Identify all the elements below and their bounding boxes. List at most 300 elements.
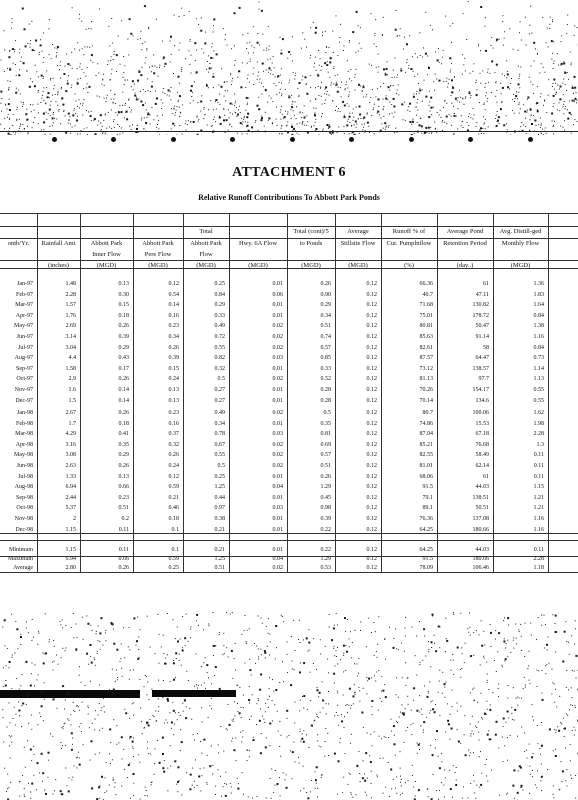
runoff-table: [0, 210, 578, 582]
speckle: [287, 672, 288, 673]
speckle: [352, 31, 354, 33]
speckle: [313, 107, 314, 108]
speckle: [337, 111, 338, 112]
speckle: [557, 85, 558, 86]
speckle: [548, 663, 549, 664]
speckle: [329, 95, 330, 96]
speckle: [324, 103, 325, 104]
speckle: [242, 737, 243, 738]
speckle: [116, 744, 117, 745]
speckle: [337, 705, 338, 706]
speckle: [190, 39, 191, 40]
speckle: [470, 655, 472, 657]
speckle: [526, 44, 527, 45]
speckle: [242, 772, 243, 773]
speckle: [519, 32, 520, 33]
speckle: [183, 711, 184, 712]
header-cell: (MGD): [348, 262, 368, 269]
speckle: [345, 88, 346, 89]
speckle: [316, 108, 317, 109]
speckle: [177, 791, 178, 792]
speckle: [164, 93, 165, 94]
speckle: [72, 744, 73, 745]
speckle: [34, 685, 35, 686]
speckle: [553, 41, 554, 42]
speckle: [92, 45, 93, 46]
speckle: [209, 67, 211, 69]
speckle: [375, 96, 376, 97]
speckle: [576, 121, 577, 122]
speckle: [499, 795, 500, 796]
speckle: [294, 115, 295, 116]
speckle: [63, 728, 64, 729]
data-cell: 0.39: [168, 355, 179, 362]
speckle: [574, 35, 575, 36]
summary-cell: 0.59: [168, 556, 179, 562]
speckle: [571, 133, 572, 134]
speckle: [435, 704, 436, 705]
speckle: [383, 109, 384, 110]
speckle: [552, 53, 553, 54]
speckle: [108, 61, 109, 62]
speckle: [430, 110, 431, 111]
speckle: [116, 649, 118, 651]
speckle: [192, 695, 193, 696]
speckle: [61, 794, 62, 795]
speckle: [60, 624, 61, 625]
data-cell: 1.16: [533, 334, 544, 340]
speckle: [32, 49, 34, 51]
data-cell: 0.11: [533, 452, 544, 459]
speckle: [519, 697, 520, 698]
speckle: [271, 798, 272, 799]
speckle: [74, 711, 75, 712]
speckle: [280, 109, 281, 110]
data-cell: 0.12: [366, 387, 377, 393]
speckle: [433, 81, 434, 82]
speckle: [552, 21, 553, 22]
speckle: [470, 724, 471, 725]
speckle: [60, 78, 61, 79]
speckle: [520, 767, 522, 769]
speckle: [493, 48, 494, 49]
speckle: [325, 728, 326, 729]
speckle: [533, 93, 534, 94]
speckle: [52, 662, 53, 663]
speckle: [371, 706, 372, 707]
speckle: [259, 689, 261, 691]
speckle: [179, 107, 180, 108]
speckle: [259, 79, 260, 80]
speckle: [125, 712, 127, 714]
summary-cell: 91.5: [422, 556, 433, 562]
data-cell: 0.51: [320, 463, 331, 469]
speckle: [140, 101, 142, 103]
data-cell: 0.26: [118, 323, 129, 330]
speckle: [446, 116, 448, 118]
data-cell: 0.38: [214, 516, 225, 522]
speckle: [420, 118, 421, 119]
speckle: [571, 63, 572, 64]
speckle: [553, 106, 554, 107]
speckle: [55, 779, 56, 780]
speckle: [404, 742, 405, 743]
speckle: [77, 79, 78, 80]
speckle: [242, 34, 243, 35]
data-cell: 0.12: [366, 484, 377, 491]
speckle: [383, 116, 384, 117]
speckle: [276, 85, 277, 86]
speckle: [216, 53, 218, 55]
speckle: [140, 91, 141, 92]
speckle: [214, 691, 215, 692]
speckle: [349, 78, 350, 79]
speckle: [83, 72, 84, 73]
speckle: [320, 653, 321, 654]
speckle: [412, 56, 413, 57]
speckle: [215, 794, 216, 795]
speckle: [143, 89, 144, 90]
speckle: [213, 655, 214, 656]
speckle: [277, 75, 279, 77]
speckle: [560, 761, 561, 762]
speckle: [41, 691, 43, 693]
month-cell: Nov-97: [14, 387, 33, 393]
speckle: [89, 727, 90, 728]
speckle: [19, 119, 20, 120]
speckle: [117, 115, 118, 116]
speckle: [418, 744, 420, 746]
speckle: [67, 83, 69, 85]
speckle: [78, 706, 79, 707]
speckle: [300, 113, 301, 114]
speckle: [18, 90, 19, 91]
speckle: [159, 634, 160, 635]
speckle: [203, 662, 204, 663]
speckle: [148, 90, 149, 91]
speckle: [307, 709, 308, 710]
speckle: [574, 101, 575, 102]
speckle: [235, 102, 236, 103]
speckle: [278, 731, 279, 732]
speckle: [119, 105, 120, 106]
speckle: [81, 21, 82, 22]
speckle: [207, 755, 208, 756]
speckle: [148, 699, 149, 700]
data-cell: 61: [483, 473, 489, 480]
speckle: [555, 83, 556, 84]
speckle: [566, 90, 567, 91]
speckle: [180, 715, 181, 716]
speckle: [90, 681, 91, 682]
speckle: [52, 794, 53, 795]
speckle: [281, 615, 282, 616]
speckle: [402, 793, 403, 794]
speckle: [108, 26, 109, 27]
speckle: [30, 43, 31, 44]
speckle: [177, 719, 178, 720]
speckle: [175, 652, 177, 654]
speckle: [463, 786, 464, 787]
speckle: [386, 68, 388, 70]
binder-hole: [171, 137, 176, 142]
speckle: [209, 63, 210, 64]
speckle: [233, 749, 235, 751]
speckle: [85, 76, 86, 77]
speckle: [164, 690, 165, 691]
data-cell: 4.29: [65, 431, 76, 438]
speckle: [320, 88, 321, 89]
speckle: [330, 57, 332, 59]
speckle: [237, 788, 239, 790]
speckle: [86, 653, 88, 655]
speckle: [159, 663, 160, 664]
speckle: [367, 113, 368, 114]
speckle: [306, 47, 307, 48]
speckle: [541, 763, 542, 764]
speckle: [128, 99, 129, 100]
data-cell: 0.21: [214, 526, 225, 533]
speckle: [9, 118, 10, 119]
speckle: [457, 100, 458, 101]
data-cell: 0.15: [118, 302, 129, 309]
speckle: [133, 756, 134, 757]
speckle: [452, 690, 453, 691]
speckle: [464, 58, 465, 59]
speckle: [250, 61, 251, 62]
speckle: [329, 124, 330, 125]
speckle: [322, 35, 323, 36]
speckle: [279, 721, 280, 722]
speckle: [288, 96, 290, 98]
speckle: [281, 94, 282, 95]
speckle: [109, 785, 110, 786]
speckle: [115, 794, 116, 795]
speckle: [317, 796, 318, 797]
speckle: [151, 107, 152, 108]
speckle: [385, 73, 386, 74]
speckle: [359, 133, 360, 134]
speckle: [478, 44, 479, 45]
speckle: [517, 736, 518, 737]
speckle: [446, 78, 447, 79]
speckle: [381, 701, 382, 702]
speckle: [401, 785, 402, 786]
speckle: [191, 73, 192, 74]
speckle: [209, 705, 210, 706]
speckle: [281, 95, 282, 96]
speckle: [520, 126, 521, 127]
speckle: [130, 33, 132, 35]
speckle: [255, 663, 256, 664]
speckle: [259, 45, 260, 46]
month-cell: Jun-97: [16, 334, 33, 340]
data-cell: 81.01: [419, 463, 433, 469]
speckle: [122, 92, 123, 93]
speckle: [2, 627, 3, 628]
data-cell: 0.37: [168, 431, 179, 438]
speckle: [510, 83, 511, 84]
speckle: [64, 709, 65, 710]
speckle: [79, 675, 80, 676]
speckle: [41, 98, 42, 99]
speckle: [547, 769, 548, 770]
speckle: [519, 76, 520, 77]
speckle: [31, 760, 32, 761]
speckle: [38, 76, 39, 77]
month-cell: Jul-98: [18, 473, 33, 480]
speckle: [171, 129, 172, 130]
speckle: [52, 95, 53, 96]
data-cell: 0.12: [366, 312, 377, 319]
speckle: [369, 132, 370, 133]
speckle: [239, 106, 240, 107]
speckle: [244, 117, 245, 118]
speckle: [20, 644, 21, 645]
speckle: [575, 730, 576, 731]
speckle: [42, 772, 44, 774]
speckle: [453, 115, 455, 117]
speckle: [292, 36, 293, 37]
speckle: [443, 785, 444, 786]
speckle: [281, 82, 282, 83]
speckle: [188, 641, 189, 642]
speckle: [502, 21, 503, 22]
speckle: [297, 123, 298, 124]
speckle: [365, 792, 366, 793]
speckle: [281, 128, 282, 129]
speckle: [253, 52, 254, 53]
speckle: [477, 702, 478, 703]
data-cell: 0.11: [533, 463, 544, 469]
speckle: [82, 105, 83, 106]
speckle: [519, 87, 520, 88]
speckle: [185, 717, 187, 719]
speckle: [363, 117, 365, 119]
speckle: [285, 111, 286, 112]
speckle: [488, 69, 489, 70]
speckle: [57, 46, 59, 48]
speckle: [245, 121, 246, 122]
speckle: [109, 728, 111, 730]
speckle: [484, 657, 485, 658]
speckle: [451, 670, 452, 671]
speckle: [548, 47, 549, 48]
data-cell: 87.57: [419, 355, 433, 362]
summary-cell: 1.29: [320, 556, 331, 562]
speckle: [70, 65, 71, 66]
speckle: [463, 64, 464, 65]
speckle: [334, 646, 335, 647]
speckle: [145, 91, 146, 92]
speckle: [533, 753, 534, 754]
speckle: [405, 685, 406, 686]
speckle: [417, 753, 418, 754]
speckle: [80, 78, 81, 79]
speckle: [387, 61, 388, 62]
speckle: [167, 654, 168, 655]
speckle: [372, 745, 373, 746]
speckle: [158, 128, 159, 129]
speckle: [293, 742, 294, 743]
speckle: [194, 787, 195, 788]
speckle: [475, 726, 476, 727]
speckle: [249, 750, 250, 751]
speckle: [211, 698, 212, 699]
speckle: [273, 56, 274, 57]
speckle: [279, 82, 280, 83]
speckle: [185, 645, 186, 646]
speckle: [512, 785, 514, 787]
speckle: [322, 700, 324, 702]
data-cell: 0.30: [118, 291, 129, 298]
speckle: [435, 129, 436, 130]
speckle: [234, 658, 235, 659]
speckle: [206, 85, 208, 87]
speckle: [270, 642, 271, 643]
speckle: [547, 650, 548, 651]
speckle: [174, 15, 175, 16]
speckle: [83, 88, 84, 89]
speckle: [423, 628, 425, 630]
speckle: [373, 622, 374, 623]
speckle: [132, 746, 133, 747]
speckle: [529, 25, 530, 26]
speckle: [58, 91, 59, 92]
month-cell: Jun-98: [16, 463, 33, 469]
speckle: [524, 751, 525, 752]
speckle: [101, 776, 103, 778]
speckle: [572, 100, 574, 102]
speckle: [33, 775, 34, 776]
speckle: [225, 100, 226, 101]
speckle: [0, 124, 1, 125]
speckle: [457, 129, 458, 130]
speckle: [543, 105, 544, 106]
speckle: [113, 690, 115, 692]
speckle: [439, 790, 440, 791]
speckle: [536, 639, 537, 640]
speckle: [552, 86, 553, 87]
speckle: [157, 124, 158, 125]
speckle: [538, 670, 539, 671]
speckle: [145, 57, 146, 58]
header-cell: Abbott Park: [142, 240, 174, 247]
speckle: [532, 716, 533, 717]
speckle: [10, 722, 11, 723]
speckle: [329, 61, 331, 63]
speckle: [76, 624, 77, 625]
speckle: [181, 665, 182, 666]
speckle: [358, 25, 359, 26]
speckle: [485, 17, 486, 18]
speckle: [527, 668, 528, 669]
speckle: [514, 720, 515, 721]
speckle: [526, 750, 527, 751]
speckle: [177, 626, 178, 627]
speckle: [200, 768, 201, 769]
speckle: [247, 104, 248, 105]
header-cell: Total: [199, 228, 213, 235]
data-cell: 0.01: [272, 365, 283, 372]
speckle: [100, 690, 101, 691]
speckle: [170, 766, 171, 767]
speckle: [272, 679, 273, 680]
speckle: [234, 105, 235, 106]
speckle: [16, 119, 17, 120]
speckle: [336, 712, 337, 713]
speckle: [50, 78, 51, 79]
